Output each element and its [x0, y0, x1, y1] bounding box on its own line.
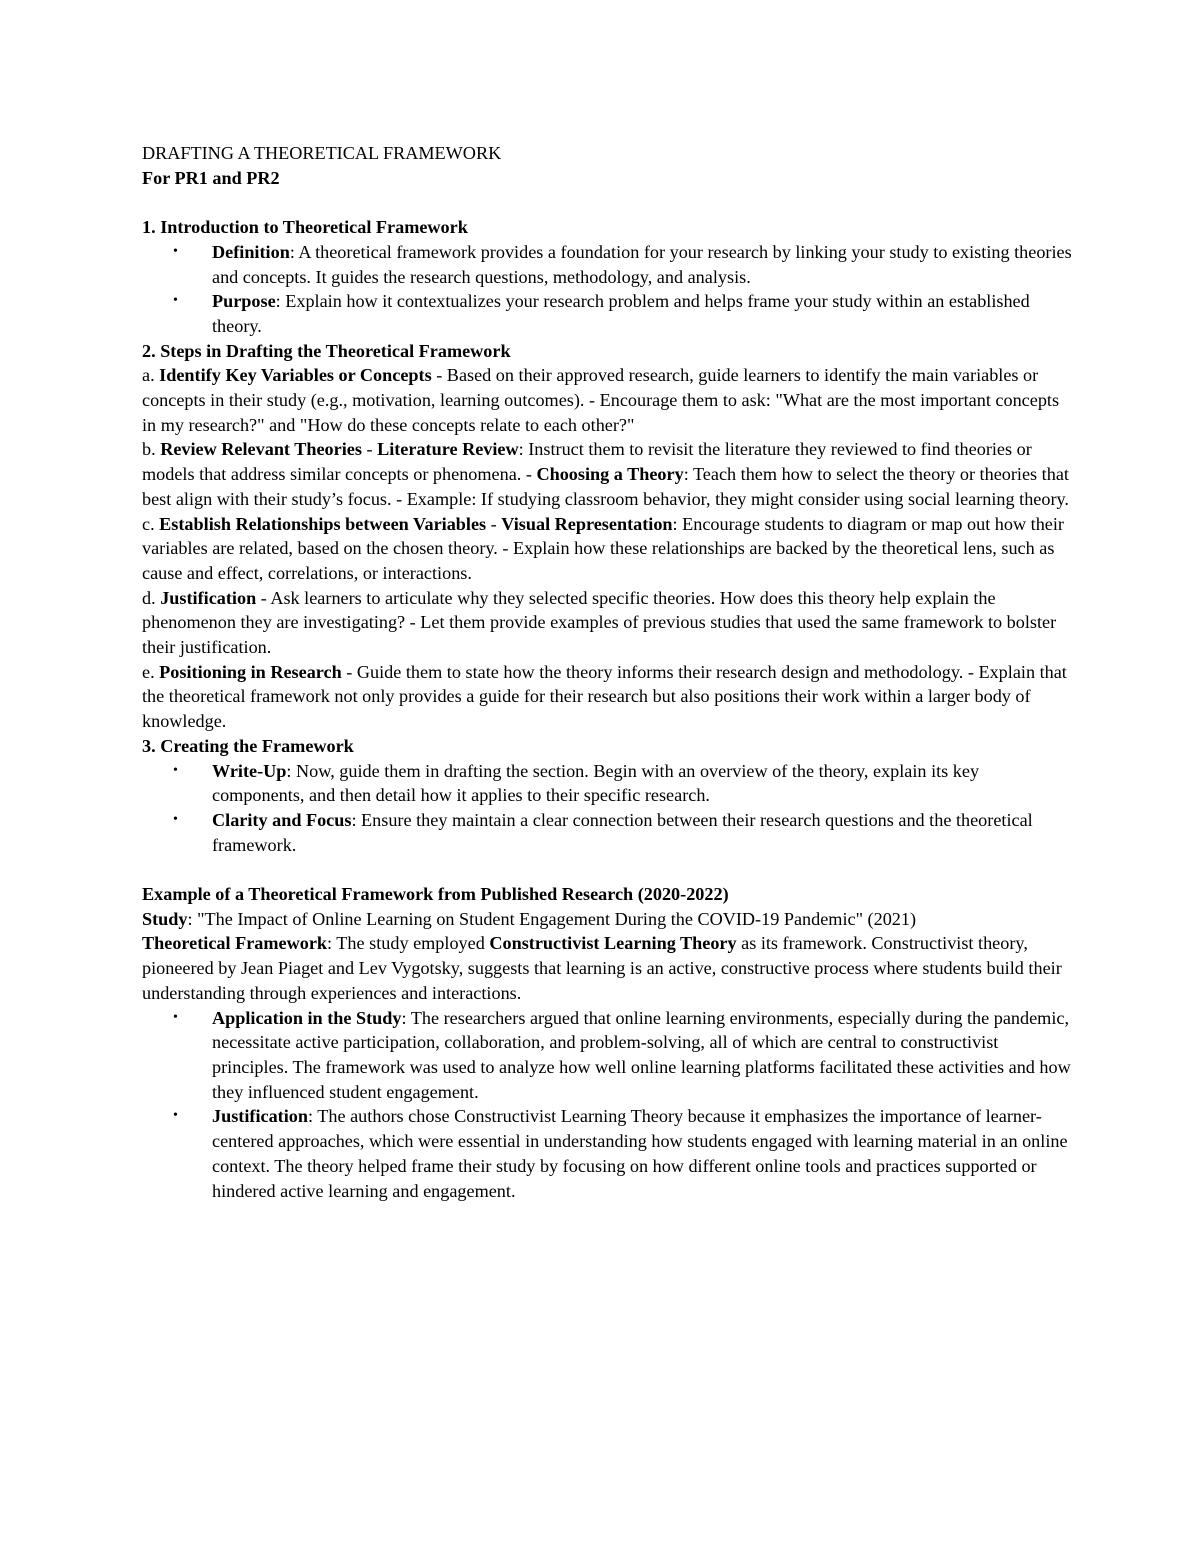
list-item: • Purpose: Explain how it contextualizes your research problem and helps frame your study within an established theory. [173, 291, 1030, 336]
term-write-up: Write-Up [212, 760, 287, 781]
section-3-heading: 3. Creating the Framework [142, 735, 354, 756]
bullet-icon: • [173, 293, 178, 309]
bullet-icon: • [173, 1108, 178, 1124]
section-1-heading: 1. Introduction to Theoretical Framework [142, 217, 468, 238]
bullet-icon: • [173, 243, 178, 259]
list-item: • Application in the Study: The researchers argued that online learning environments, especially during the pandemic, necessitate active participation, collaboration, and problem-solving, all of which are central to constructivist principles. The framework was used to analyze how well online learning platforms facilitated these activities and how they influenced student engagement. [173, 1007, 1071, 1102]
bullet-icon: • [173, 811, 178, 827]
section-1-list [142, 240, 1072, 339]
list-item: • Write-Up: Now, guide them in drafting the section. Begin with an overview of the theory, explain its key components, and then detail how it applies to their specific research. [173, 760, 980, 806]
bullet-icon: • [173, 762, 178, 778]
spacer [142, 190, 1072, 215]
document-title: DRAFTING A THEORETICAL FRAMEWORK [142, 143, 502, 163]
list-item: • Justification: The authors chose Constructivist Learning Theory because it emphasizes the importance of learner-centered approaches, which were essential in understanding how students engaged with learning material in an online context. The theory helped frame their study by focusing on how different online tools and practices supported or hindered active learning and engagement. [173, 1106, 1068, 1201]
spacer [142, 857, 1072, 882]
example-theoretical-framework: Theoretical Framework: The study employed Constructivist Learning Theory as its framework. Constructivist theory, pioneered by Jean Piaget and Lev Vygotsky, suggests that learning is an active, constructive process where students build their understanding through experiences and interactions. [142, 933, 1062, 1003]
section-3-list [142, 759, 1072, 858]
section-2-heading: 2. Steps in Drafting the Theoretical Framework [142, 340, 511, 361]
step-a: a. Identify Key Variables or Concepts - Based on their approved research, guide learners to identify the main variables or concepts in their study (e.g., motivation, learning outcomes). - Encourage them to ask: "What are the most important concepts in my research?" and "How do these concepts relate to each other?" [142, 365, 1060, 435]
list-item: • Clarity and Focus: Ensure they maintain a clear connection between their research questions and the theoretical framework. [173, 809, 1033, 855]
list-item: • Definition: A theoretical framework provides a foundation for your research by linking your study to existing theories and concepts. It guides the research questions, methodology, and analysis. [173, 241, 1072, 287]
term-purpose: Purpose [212, 291, 276, 312]
example-list [142, 1006, 1072, 1204]
term-justification: Justification [212, 1106, 308, 1127]
document-subtitle: For PR1 and PR2 [142, 167, 280, 188]
step-e: e. Positioning in Research - Guide them to state how the theory informs their research design and methodology. - Explain that the theoretical framework not only provides a guide for their research but also positions their work within a larger body of knowledge. [142, 661, 1067, 732]
term-definition: Definition [212, 241, 290, 262]
step-d: d. Justification - Ask learners to articulate why they selected specific theories. How does this theory help explain the phenomenon they are investigating? - Let them provide examples of previous studies that used the same framework to bolster their justification. [142, 587, 1057, 658]
example-heading: Example of a Theoretical Framework from Published Research (2020-2022) [142, 884, 729, 905]
term-application: Application in the Study [212, 1007, 402, 1028]
term-clarity-focus: Clarity and Focus [212, 809, 352, 830]
bullet-icon: • [173, 1009, 178, 1025]
step-b: b. Review Relevant Theories - Literature Review: Instruct them to revisit the literature they reviewed to find theories or models that address similar concepts or phenomena. - Choosing a Theory: Teach them how to select the theory or theories that best align with their study’s focus. - Example: If studying classroom behavior, they might consider using social learning theory. [142, 439, 1069, 509]
document-body [142, 141, 1072, 1203]
step-c: c. Establish Relationships between Variables - Visual Representation: Encourage students to diagram or map out how their variables are related, based on the chosen theory. - Explain how these relationships are backed by the theoretical lens, such as cause and effect, correlations, or interactions. [142, 513, 1064, 583]
example-study: Study: "The Impact of Online Learning on Student Engagement During the COVID-19 Pandemic" (2021) [142, 908, 917, 929]
